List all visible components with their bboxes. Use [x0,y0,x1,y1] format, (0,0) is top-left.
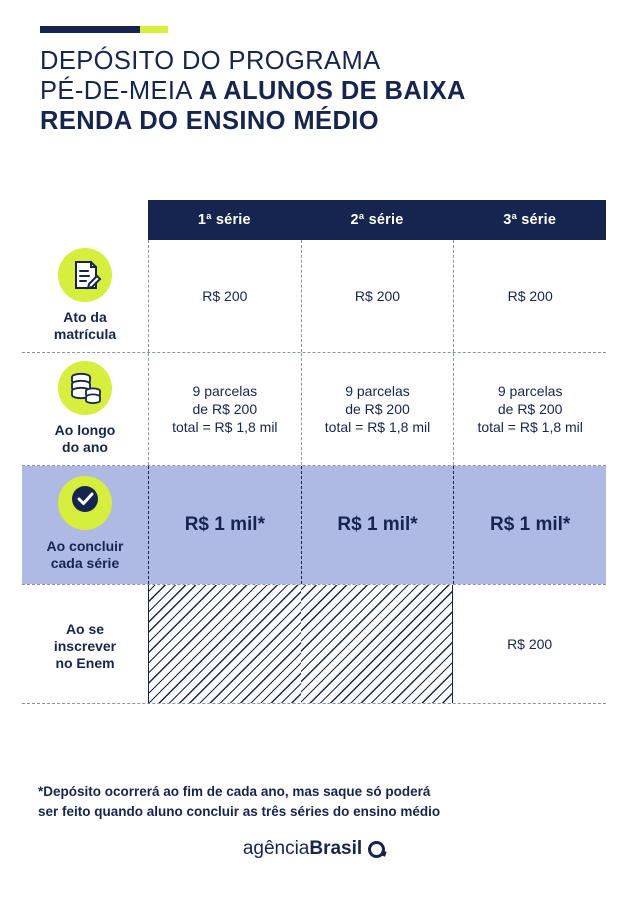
cell-ano-serie-3 [453,353,606,465]
cell-line-2: de R$ 200 [345,401,410,417]
cell-line-2: de R$ 200 [192,401,258,417]
cell-concluir-serie-3: R$ 1 mil* [453,466,606,584]
row-cells [148,240,606,352]
row-label-text [55,422,116,456]
row-label-line-2: matrícula [53,325,117,342]
cell-matricula-serie-2: R$ 200 [301,240,454,352]
rule-dark-segment [40,26,140,33]
cell-line-1: 9 parcelas [192,383,258,399]
coins-stack-icon [58,361,112,415]
cell-line-3: total = R$ 1,8 mil [172,419,278,435]
cell-line-1: 9 parcelas [497,383,563,399]
cell-concluir-serie-2: R$ 1 mil* [301,466,454,584]
row-label-text [54,309,116,343]
header-rule [40,26,168,33]
column-header-serie-2: 2ª série [350,212,404,228]
cell-matricula-serie-1: R$ 200 [148,240,301,352]
row-cells [148,353,606,465]
row-label-line-2: do ano [62,438,108,455]
row-label-line-1: Ao se [65,621,105,637]
row-cells [148,585,606,703]
logo-text-light: agência [242,838,310,859]
cell-line-3: total = R$ 1,8 mil [324,419,431,435]
table-row [22,240,606,353]
table-row [22,353,606,466]
cell-line-1: 9 parcelas [345,383,410,399]
footnote [38,782,578,822]
row-label-line-3: no Enem [55,655,115,671]
row-label-text [46,538,123,572]
hatched-cells-group [148,585,453,703]
row-label-line-2: inscrever [53,638,117,654]
row-label-ao-longo-do-ano [22,353,148,465]
row-cells [148,466,606,584]
agencia-brasil-logo [243,838,385,860]
row-label-matricula [22,240,148,352]
cell-matricula-serie-3: R$ 200 [453,240,606,352]
title-line-2-bold: A ALUNOS DE BAIXA [198,77,466,105]
row-label-ao-concluir [22,466,148,584]
footer [0,838,628,860]
row-label-line-2: cada série [50,555,120,571]
benefits-table [22,200,606,704]
row-label-text [54,621,116,672]
table-row [22,584,606,704]
row-label-line-1: Ao longo [54,421,116,438]
footnote-line-2: ser feito quando aluno concluir as três séries do ensino médio [38,804,441,819]
table-header-row [148,200,606,240]
logo-mark-icon [368,841,385,858]
cell-enem-serie-2-hatched [301,585,453,703]
title-line-1: DEPÓSITO DO PROGRAMA [40,47,381,75]
cell-line-2: de R$ 200 [497,401,563,417]
logo-text-bold: Brasil [309,838,363,859]
title-line-2-light: PÉ-DE-MEIA [40,77,199,105]
document-pencil-icon [58,248,112,302]
cell-enem-serie-3: R$ 200 [507,636,553,652]
column-header-serie-1: 1ª série [197,212,251,228]
cell-concluir-serie-1: R$ 1 mil* [148,466,301,584]
row-label-line-1: Ato da [63,308,107,325]
row-label-line-1: Ao concluir [46,538,124,554]
cell-ano-serie-1 [148,353,301,465]
page-title [40,46,588,136]
cell-line-3: total = R$ 1,8 mil [477,419,583,435]
title-line-3: RENDA DO ENSINO MÉDIO [40,107,379,135]
header [40,26,588,136]
footnote-line-1: *Depósito ocorrerá ao fim de cada ano, mas saque só poderá [38,784,431,799]
row-label-enem [22,585,148,703]
column-header-serie-3: 3ª série [503,212,557,228]
cell-ano-serie-2 [301,353,454,465]
check-circle-icon [58,476,112,530]
table-row-highlighted [22,466,606,584]
cell-enem-serie-1-hatched [149,585,301,703]
rule-lime-segment [140,26,168,33]
